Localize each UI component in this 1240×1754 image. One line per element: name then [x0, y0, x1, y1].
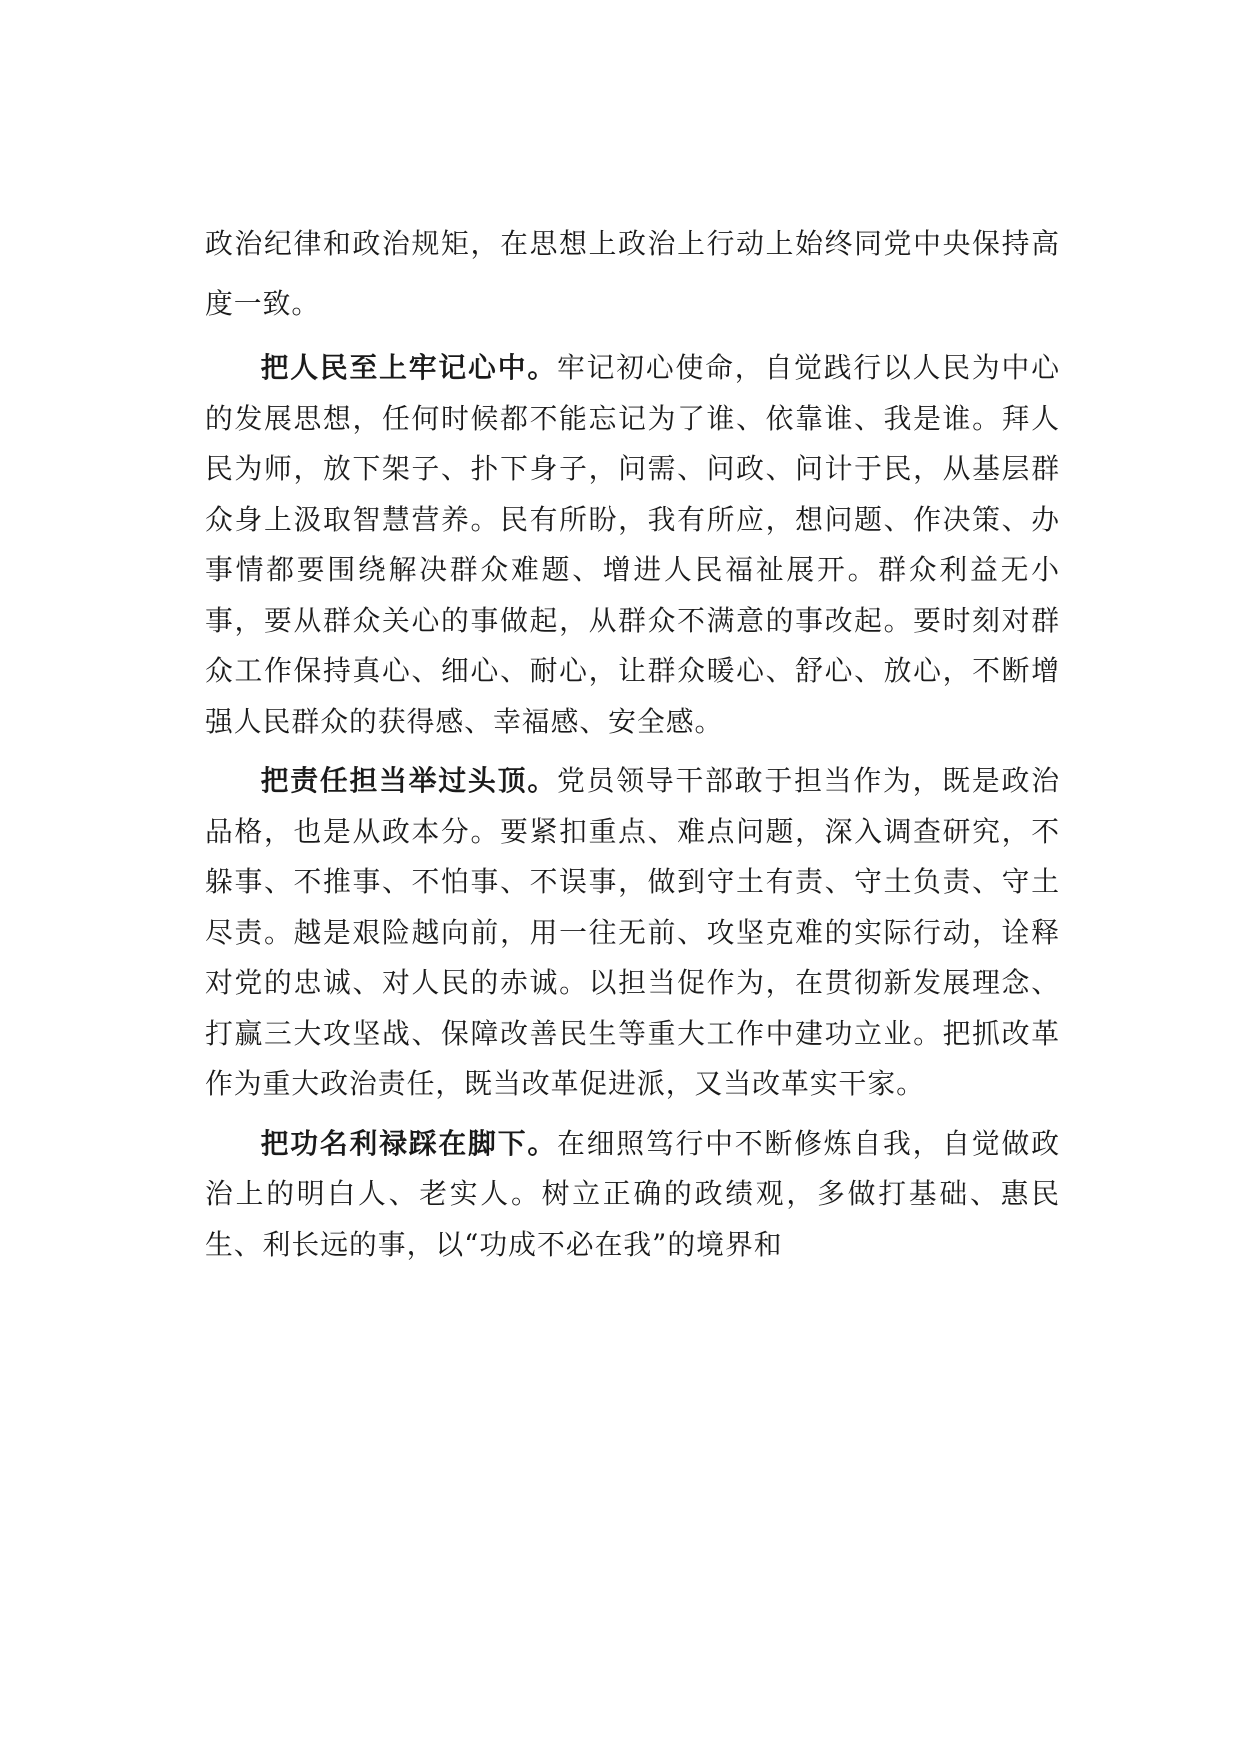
- paragraph-responsibility: [205, 756, 1060, 1110]
- paragraph-heading: 把责任担当举过头顶。: [260, 764, 557, 797]
- paragraph-body: 党员领导干部敢于担当作为，既是政治品格，也是从政本分。要紧扣重点、难点问题，深入调查研究，不躲事、不推事、不怕事、不误事，做到守土有责、守土负责、守土尽责。越是艰险越向前，用一往无前、攻坚克难的实际行动，诠释对党的忠诚、对人民的赤诚。以担当促作为，在贯彻新发展理念、打赢三大攻坚战、保障改善民生等重大工作中建功立业。把抓改革作为重大政治责任，既当改革促进派，又当改革实干家。: [205, 764, 1060, 1100]
- paragraph-heading: 把功名利禄踩在脚下。: [260, 1126, 557, 1160]
- paragraph-fame-and-fortune: [205, 1119, 1060, 1271]
- paragraph-body: 牢记初心使命，自觉践行以人民为中心的发展思想，任何时候都不能忘记为了谁、依靠谁、我是谁。拜人民为师，放下架子、扑下身子，问需、问政、问计于民，从基层群众身上汲取智慧营养。民有所盼，我有所应，想问题、作决策、办事情都要围绕解决群众难题、增进人民福祉展开。群众利益无小事，要从群众关心的事做起，从群众不满意的事改起。要时刻对群众工作保持真心、细心、耐心，让群众暖心、舒心、放心，不断增强人民群众的获得感、幸福感、安全感。: [205, 351, 1060, 738]
- paragraph-body: 在细照笃行中不断修炼自我，自觉做政治上的明白人、老实人。树立正确的政绩观，多做打基础、惠民生、利长远的事，以“功成不必在我”的境界和: [205, 1126, 1060, 1261]
- paragraph-heading: 把人民至上牢记心中。: [260, 351, 557, 384]
- document-body: [205, 214, 1060, 1270]
- paragraph-body: 政治纪律和政治规矩，在思想上政治上行动上始终同党中央保持高度一致。: [205, 227, 1060, 320]
- paragraph-people-first: [205, 343, 1060, 747]
- paragraph-continuation: [205, 214, 1060, 334]
